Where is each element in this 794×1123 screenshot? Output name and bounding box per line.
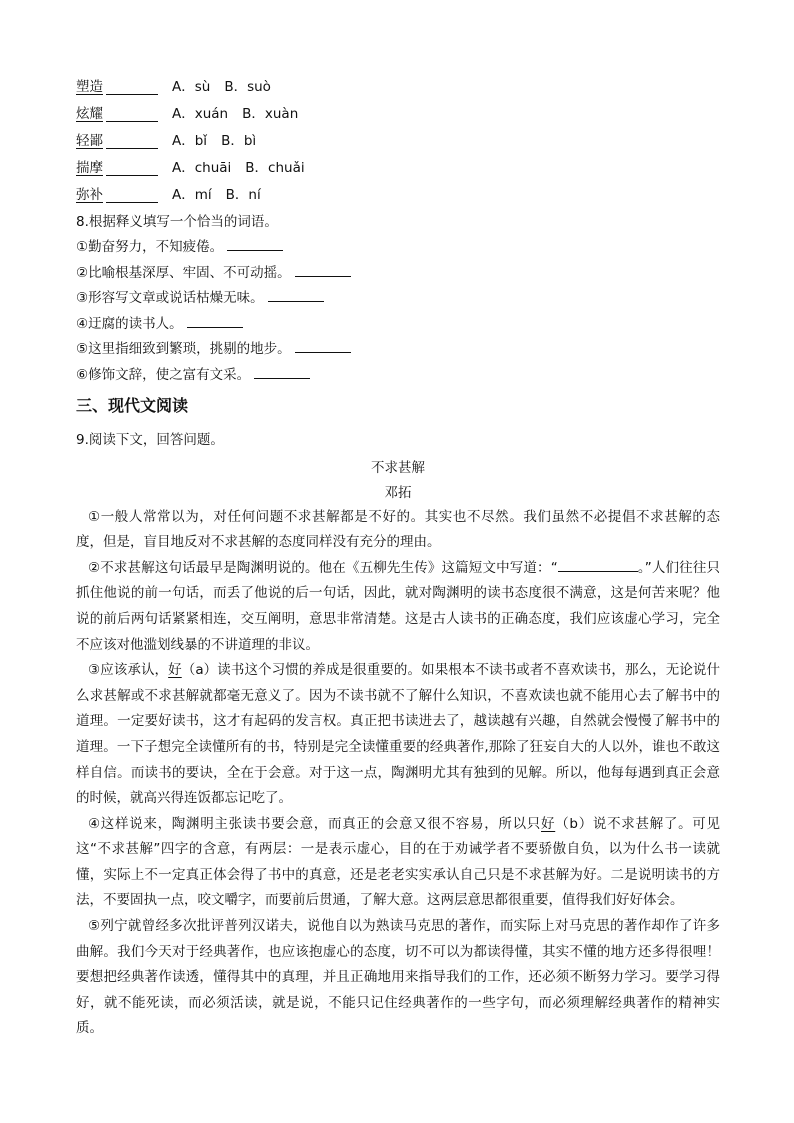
definition-item xyxy=(76,337,720,363)
pinyin-word: 揣摩 xyxy=(76,160,103,176)
answer-blank[interactable] xyxy=(106,161,158,176)
paragraph-text: （a）读书这个习惯的养成是很重要的。如果根本不读书或者不喜欢读书，那么，无论说什么求甚解或不求甚解就都毫无意义了。因为不读书就不了解什么知识，不喜欢读也就不能用心去了解书中的道理。一定要好读书，这才有起码的发言权。真正把书读进去了，越读越有兴趣，自然就会慢慢了解书中的道理。一下子想完全读懂所有的书，特别是完全读懂重要的经典著作,那除了狂妄自大的人以外，谁也不敢这样自信。而读书的要诀，全在于会意。对于这一点，陶渊明尤其有独到的见解。所以，他每每遇到真正会意的时候，就高兴得连饭都忘记吃了。 xyxy=(76,662,720,807)
question-title: 8.根据释义填写一个恰当的词语。 xyxy=(76,214,278,230)
pinyin-row xyxy=(76,155,720,182)
definition-item xyxy=(76,261,720,287)
pinyin-row xyxy=(76,182,720,209)
answer-blank[interactable] xyxy=(106,80,158,95)
definition-item xyxy=(76,312,720,338)
paragraph-text: 。”人们往往只抓住他说的前一句话，而丢了他说的后一句话，因此，就对陶渊明的读书态度很不满意，这是何苦来呢？他说的前后两句话紧紧相连，交互阐明，意思非常清楚。这是古人读书的正确态度，我们应该虚心学习，完全不应该对他滥划线暴的不讲道理的非议。 xyxy=(76,559,720,653)
paragraph-text: （b）说不求甚解了。可见这“不求甚解”四字的含意，有两层：一是表示虚心，目的在于劝诫学者不要骄傲自负，以为什么书一读就懂，实际上不一定真正体会得了书中的真意，还是老老实实承认自己只是不求甚解为好。二是说明读书的方法，不要固执一点，咬文嚼字，而要前后贯通，了解大意。这两层意思都很重要，值得我们好好体会。 xyxy=(76,815,720,909)
definition-item xyxy=(76,363,720,389)
paragraph-text: ③应该承认， xyxy=(88,662,169,679)
option-b: B．xuàn xyxy=(242,106,299,122)
paragraph-text: ④这样说来，陶渊明主张读书要会意，而真正的会意又很不容易，所以只 xyxy=(88,815,542,832)
pinyin-row xyxy=(76,74,720,101)
question-8 xyxy=(76,209,720,389)
definition-text: ⑤这里指细致到繁琐，挑剔的地步。 xyxy=(76,341,291,358)
option-a: A．sù xyxy=(172,79,211,95)
article-author: 邓拓 xyxy=(384,484,412,501)
definition-text: ①勤奋努力，不知疲倦。 xyxy=(76,239,224,255)
question-9-title: 9.阅读下文，回答问题。 xyxy=(76,431,224,448)
paragraph-3 xyxy=(76,658,720,812)
marked-word: 好 xyxy=(541,815,556,832)
option-a: A．mí xyxy=(172,187,212,203)
option-b: B．chuǎi xyxy=(245,160,305,176)
definition-item xyxy=(76,286,720,312)
pinyin-word: 塑造 xyxy=(76,79,103,95)
article-title: 不求甚解 xyxy=(371,459,425,476)
pinyin-word: 炫耀 xyxy=(76,106,103,122)
answer-blank[interactable] xyxy=(268,287,324,302)
paragraph-5: ⑤列宁就曾经多次批评普列汉诺夫，说他自以为熟读马克思的著作，而实际上对马克思的著作却作了许多曲解。我们今天对于经典著作，也应该抱虚心的态度，切不可以为都读得懂，其实不懂的地方还多得很哩！要想把经典著作读透，懂得其中的真理，并且正确地用来指导我们的工作，还必须不断努力学习。要学习得好，就不能死读，而必须活读，就是说，不能只记住经典著作的一些字句，而必须理解经典著作的精神实质。 xyxy=(76,918,720,1037)
answer-blank[interactable] xyxy=(187,313,243,328)
document-page xyxy=(76,74,720,1042)
answer-blank[interactable] xyxy=(106,134,158,149)
definition-text: ③形容写文章或说话枯燥无味。 xyxy=(76,290,264,307)
pinyin-word: 弥补 xyxy=(76,187,103,203)
option-a: A．chuāi xyxy=(172,160,232,176)
definition-text: ⑥修饰文辞，使之富有文采。 xyxy=(76,366,251,383)
option-a: A．bǐ xyxy=(172,133,208,149)
answer-blank[interactable] xyxy=(254,364,310,379)
paragraph-text: ②不求甚解这句话最早是陶渊明说的。他在《五柳先生传》这篇短文中写道：“ xyxy=(88,559,558,576)
answer-blank[interactable] xyxy=(295,338,351,353)
quote-blank[interactable] xyxy=(558,557,638,572)
answer-blank[interactable] xyxy=(106,188,158,203)
answer-blank[interactable] xyxy=(227,236,283,251)
answer-blank[interactable] xyxy=(106,107,158,122)
option-b: B．ní xyxy=(225,187,261,203)
pinyin-row xyxy=(76,101,720,128)
definition-item xyxy=(76,235,720,261)
pinyin-row xyxy=(76,128,720,155)
option-b: B．bì xyxy=(221,133,257,149)
article xyxy=(76,455,720,1042)
paragraph-2 xyxy=(76,556,720,658)
marked-word: 好 xyxy=(168,662,182,679)
paragraph-4 xyxy=(76,812,720,914)
answer-blank[interactable] xyxy=(295,262,351,277)
pinyin-word: 轻鄙 xyxy=(76,133,103,149)
pinyin-question xyxy=(76,74,720,209)
paragraph-1: ①一般人常常以为，对任何问题不求甚解都是不好的。其实也不尽然。我们虽然不必提倡不求甚解的态度，但是，盲目地反对不求甚解的态度同样没有充分的理由。 xyxy=(76,508,720,551)
option-b: B．suò xyxy=(224,79,271,95)
definition-text: ②比喻根基深厚、牢固、不可动摇。 xyxy=(76,264,291,281)
option-a: A．xuán xyxy=(172,106,229,122)
definition-text: ④迂腐的读书人。 xyxy=(76,315,183,332)
section-heading: 三、现代文阅读 xyxy=(76,395,189,415)
